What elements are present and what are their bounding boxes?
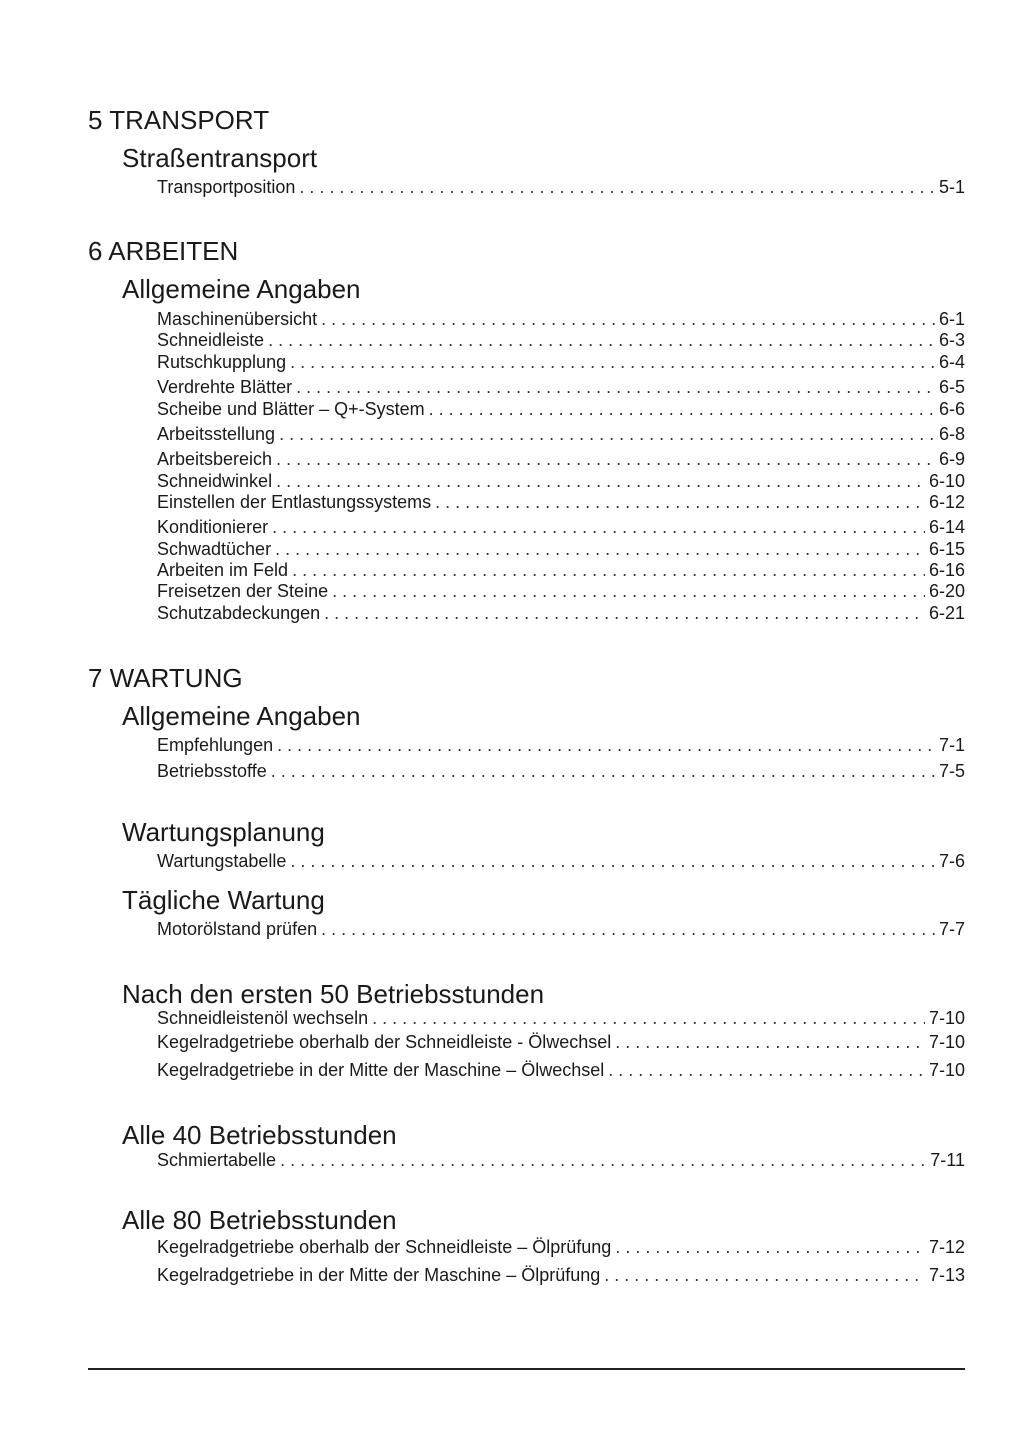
dot-leader bbox=[275, 538, 925, 560]
toc-entry[interactable] bbox=[157, 448, 965, 470]
toc-entry[interactable] bbox=[157, 1059, 965, 1081]
toc-entry[interactable] bbox=[157, 516, 965, 538]
dot-leader bbox=[272, 516, 925, 538]
toc-entry[interactable] bbox=[157, 351, 965, 373]
dot-leader bbox=[615, 1031, 925, 1053]
dot-leader bbox=[271, 760, 935, 782]
toc-entry-label: Kegelradgetriebe in der Mitte der Maschine – Ölprüfung bbox=[157, 1265, 601, 1285]
toc-entry[interactable] bbox=[157, 176, 965, 198]
toc-entry[interactable] bbox=[157, 760, 965, 782]
dot-leader bbox=[290, 351, 935, 373]
toc-entry-page: 7-11 bbox=[930, 1150, 965, 1170]
toc-entry[interactable] bbox=[157, 1149, 965, 1171]
section-heading: Straßentransport bbox=[122, 143, 318, 173]
toc-entry-page: 7-10 bbox=[928, 1008, 965, 1028]
toc-entry-page: 6-21 bbox=[928, 603, 965, 623]
toc-entry-label: Freisetzen der Steine bbox=[157, 581, 329, 601]
toc-entry-page: 6-16 bbox=[928, 560, 965, 580]
toc-entry-page: 5-1 bbox=[938, 177, 965, 197]
dot-leader bbox=[321, 308, 935, 330]
toc-entry[interactable] bbox=[157, 470, 965, 492]
toc-entry-page: 6-4 bbox=[938, 352, 965, 372]
dot-leader bbox=[277, 734, 935, 756]
toc-entry[interactable] bbox=[157, 423, 965, 445]
dot-leader bbox=[296, 376, 935, 398]
section-heading: Alle 80 Betriebsstunden bbox=[122, 1205, 397, 1235]
toc-entry-page: 7-1 bbox=[938, 735, 965, 755]
toc-entry-page: 7-12 bbox=[928, 1237, 965, 1257]
toc-entry-label: Schneidwinkel bbox=[157, 471, 273, 491]
toc-entry-label: Motorölstand prüfen bbox=[157, 919, 318, 939]
toc-entry[interactable] bbox=[157, 602, 965, 624]
toc-entry-page: 6-6 bbox=[938, 399, 965, 419]
dot-leader bbox=[276, 470, 925, 492]
toc-entry-page: 6-10 bbox=[928, 471, 965, 491]
dot-leader bbox=[321, 918, 935, 940]
dot-leader bbox=[372, 1007, 925, 1029]
toc-entry-label: Maschinenübersicht bbox=[157, 309, 318, 329]
toc-entry-label: Kegelradgetriebe in der Mitte der Maschine – Ölwechsel bbox=[157, 1060, 605, 1080]
toc-entry[interactable] bbox=[157, 1264, 965, 1286]
toc-entry-label: Betriebsstoffe bbox=[157, 761, 267, 781]
dot-leader bbox=[604, 1264, 925, 1286]
toc-entry-page: 6-5 bbox=[938, 377, 965, 397]
toc-entry[interactable] bbox=[157, 580, 965, 602]
dot-leader bbox=[280, 1149, 926, 1171]
toc-entry[interactable] bbox=[157, 308, 965, 330]
toc-entry-page: 7-10 bbox=[928, 1032, 965, 1052]
toc-entry-page: 7-13 bbox=[928, 1265, 965, 1285]
chapter-heading: 6 ARBEITEN bbox=[88, 236, 239, 266]
toc-entry[interactable] bbox=[157, 1236, 965, 1258]
toc-entry[interactable] bbox=[157, 376, 965, 398]
dot-leader bbox=[292, 559, 925, 581]
toc-entry[interactable] bbox=[157, 398, 965, 420]
toc-entry-page: 7-5 bbox=[938, 761, 965, 781]
toc-entry-label: Empfehlungen bbox=[157, 735, 274, 755]
section-heading: Nach den ersten 50 Betriebsstunden bbox=[122, 979, 545, 1009]
toc-entry[interactable] bbox=[157, 538, 965, 560]
toc-entry[interactable] bbox=[157, 1007, 965, 1029]
dot-leader bbox=[268, 329, 935, 351]
dot-leader bbox=[290, 850, 935, 872]
toc-entry-page: 6-20 bbox=[928, 581, 965, 601]
section-heading: Allgemeine Angaben bbox=[122, 701, 361, 731]
toc-entry-page: 7-10 bbox=[928, 1060, 965, 1080]
section-heading: Wartungsplanung bbox=[122, 817, 325, 847]
toc-entry[interactable] bbox=[157, 329, 965, 351]
toc-entry[interactable] bbox=[157, 918, 965, 940]
dot-leader bbox=[279, 423, 935, 445]
toc-entry-page: 7-7 bbox=[938, 919, 965, 939]
toc-entry-label: Schmiertabelle bbox=[157, 1150, 277, 1170]
section-heading: Allgemeine Angaben bbox=[122, 274, 361, 304]
toc-entry[interactable] bbox=[157, 559, 965, 581]
chapter-heading: 5 TRANSPORT bbox=[88, 105, 270, 135]
dot-leader bbox=[429, 398, 935, 420]
toc-entry-page: 7-6 bbox=[938, 851, 965, 871]
dot-leader bbox=[299, 176, 935, 198]
toc-entry-label: Arbeitsbereich bbox=[157, 449, 273, 469]
toc-entry-label: Schutzabdeckungen bbox=[157, 603, 321, 623]
dot-leader bbox=[435, 491, 925, 513]
toc-entry-label: Kegelradgetriebe oberhalb der Schneidleiste – Ölprüfung bbox=[157, 1237, 612, 1257]
toc-entry-label: Arbeitsstellung bbox=[157, 424, 276, 444]
toc-entry-label: Transportposition bbox=[157, 177, 296, 197]
toc-entry-label: Arbeiten im Feld bbox=[157, 560, 289, 580]
toc-entry[interactable] bbox=[157, 850, 965, 872]
dot-leader bbox=[332, 580, 925, 602]
toc-entry-label: Rutschkupplung bbox=[157, 352, 287, 372]
toc-entry-page: 6-3 bbox=[938, 330, 965, 350]
toc-entry-page: 6-14 bbox=[928, 517, 965, 537]
toc-entry-page: 6-1 bbox=[938, 309, 965, 329]
toc-entry-label: Schneidleistenöl wechseln bbox=[157, 1008, 369, 1028]
section-heading: Tägliche Wartung bbox=[122, 885, 325, 915]
toc-entry-label: Scheibe und Blätter – Q+-System bbox=[157, 399, 425, 419]
toc-entry-page: 6-15 bbox=[928, 539, 965, 559]
toc-entry-page: 6-12 bbox=[928, 492, 965, 512]
toc-entry-page: 6-9 bbox=[938, 449, 965, 469]
chapter-heading: 7 WARTUNG bbox=[88, 663, 243, 693]
toc-entry-label: Konditionierer bbox=[157, 517, 269, 537]
dot-leader bbox=[615, 1236, 925, 1258]
toc-entry[interactable] bbox=[157, 1031, 965, 1053]
toc-entry-label: Schwadtücher bbox=[157, 539, 272, 559]
dot-leader bbox=[324, 602, 925, 624]
toc-entry[interactable] bbox=[157, 734, 965, 756]
toc-entry-label: Wartungstabelle bbox=[157, 851, 287, 871]
dot-leader bbox=[608, 1059, 925, 1081]
toc-entry-label: Schneidleiste bbox=[157, 330, 265, 350]
footer-rule bbox=[88, 1368, 965, 1370]
toc-entry-label: Kegelradgetriebe oberhalb der Schneidleiste - Ölwechsel bbox=[157, 1032, 612, 1052]
toc-entry-label: Einstellen der Entlastungssystems bbox=[157, 492, 432, 512]
toc-entry-page: 6-8 bbox=[938, 424, 965, 444]
toc-entry-label: Verdrehte Blätter bbox=[157, 377, 293, 397]
dot-leader bbox=[276, 448, 935, 470]
toc-entry[interactable] bbox=[157, 491, 965, 513]
section-heading: Alle 40 Betriebsstunden bbox=[122, 1120, 397, 1150]
